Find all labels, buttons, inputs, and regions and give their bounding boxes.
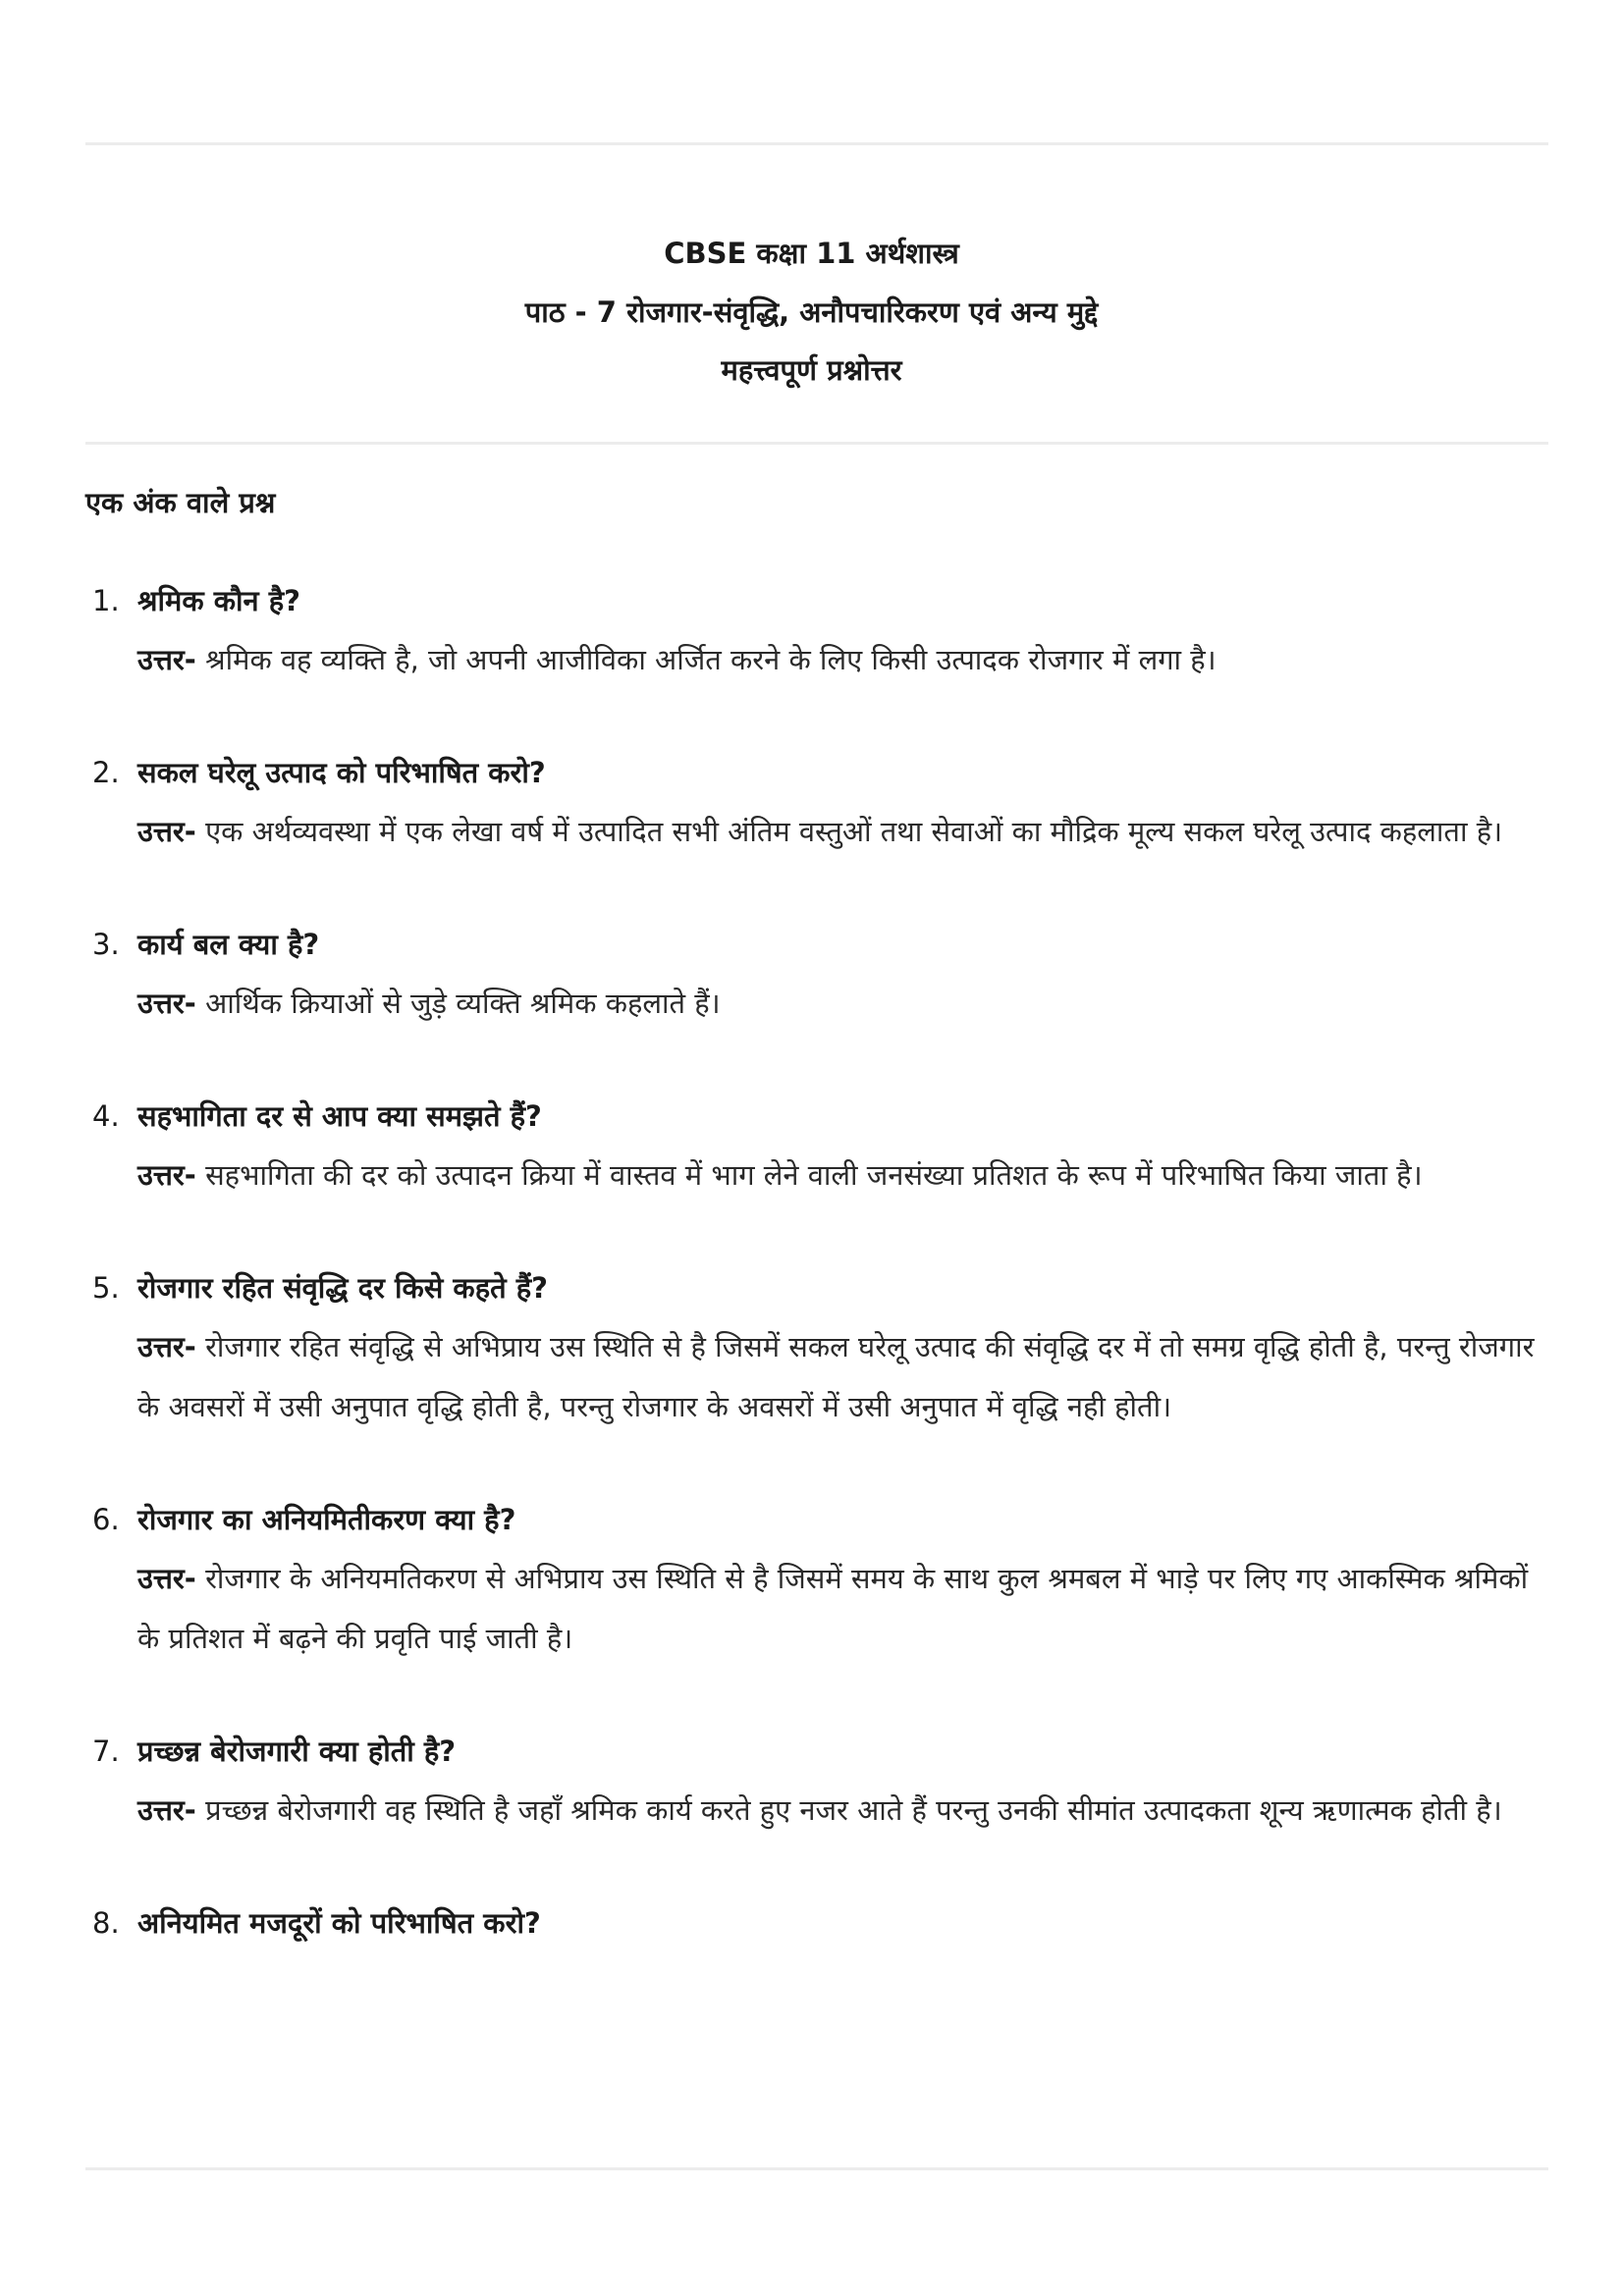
- answer-text: [137, 1317, 1548, 1437]
- question-item: [85, 747, 1548, 862]
- answer-text: [137, 1781, 1548, 1841]
- answer-text: [137, 802, 1548, 862]
- answer-label: उत्तर-: [137, 815, 196, 848]
- answer-label: उत्तर-: [137, 1158, 196, 1192]
- question-item: [85, 1726, 1548, 1841]
- answer-text: [137, 1146, 1548, 1205]
- header-divider: [85, 442, 1548, 445]
- answer-text: [137, 630, 1548, 690]
- answer-label: उत्तर-: [137, 1330, 196, 1363]
- question-number: 7.: [92, 1735, 120, 1768]
- answer-body: आर्थिक क्रियाओं से जुड़े व्यक्ति श्रमिक कहलाते हैं।: [205, 987, 721, 1020]
- question-number: 6.: [92, 1503, 120, 1536]
- answer-body: प्रच्छन्न बेरोजगारी वह स्थिति है जहाँ श्रमिक कार्य करते हुए नजर आते हैं परन्तु उनकी सीमांत उत्पादकता शून्य ऋणात्मक होती है।: [205, 1793, 1502, 1827]
- question-number: 1.: [92, 584, 120, 617]
- answer-body: सहभागिता की दर को उत्पादन क्रिया में वास्तव में भाग लेने वाली जनसंख्या प्रतिशत के रूप में परिभाषित किया जाता है।: [205, 1158, 1423, 1192]
- chapter-title: पाठ - 7 रोजगार-संवृद्धि, अनौपचारिकरण एवं अन्य मुद्दे: [524, 294, 1099, 329]
- question-text: श्रमिक कौन है?: [137, 584, 300, 617]
- question-number: 2.: [92, 756, 120, 789]
- question-number: 3.: [92, 928, 120, 961]
- question-text: सकल घरेलू उत्पाद को परिभाषित करो?: [137, 756, 546, 789]
- question-text: रोजगार का अनियमितीकरण क्या है?: [137, 1503, 516, 1536]
- footer-divider: [85, 2167, 1548, 2170]
- answer-body: श्रमिक वह व्यक्ति है, जो अपनी आजीविका अर्जित करने के लिए किसी उत्पादक रोजगार में लगा है।: [205, 643, 1217, 676]
- question-text: सहभागिता दर से आप क्या समझते हैं?: [137, 1099, 542, 1133]
- document-title: CBSE कक्षा 11 अर्थशास्त्र: [664, 237, 959, 270]
- question-number: 5.: [92, 1271, 120, 1305]
- question-item: [85, 1494, 1548, 1669]
- question-text: अनियमित मजदूरों को परिभाषित करो?: [137, 1906, 541, 1940]
- answer-body: एक अर्थव्यवस्था में एक लेखा वर्ष में उत्पादित सभी अंतिम वस्तुओं तथा सेवाओं का मौद्रिक मूल्य सकल घरेलू उत्पाद कहलाता है।: [205, 815, 1503, 848]
- answer-body: रोजगार के अनियमतिकरण से अभिप्राय उस स्थिति से है जिसमें समय के साथ कुल श्रमबल में भाड़े पर लिए गए आकस्मिक श्रमिकों के प्रतिशत में बढ़ने की प्रवृति पाई जाती है।: [137, 1562, 1529, 1655]
- question-list: [85, 575, 1548, 2005]
- document-subtitle: महत्त्वपूर्ण प्रश्नोत्तर: [721, 353, 902, 388]
- question-item: [85, 919, 1548, 1034]
- question-number: 8.: [92, 1906, 120, 1940]
- answer-label: उत्तर-: [137, 1562, 196, 1595]
- question-item: [85, 1091, 1548, 1205]
- question-text: रोजगार रहित संवृद्धि दर किसे कहते हैं?: [137, 1271, 548, 1305]
- question-text: कार्य बल क्या है?: [137, 928, 320, 961]
- question-item: [85, 575, 1548, 690]
- answer-text: [137, 974, 1548, 1034]
- answer-text: [137, 1549, 1548, 1669]
- answer-body: रोजगार रहित संवृद्धि से अभिप्राय उस स्थिति से है जिसमें सकल घरेलू उत्पाद की संवृद्धि दर में तो समग्र वृद्धि होती है, परन्तु रोजगार के अवसरों में उसी अनुपात वृद्धि होती है, परन्तु रोजगार के अवसरों में उसी अनुपात में वृद्धि नही होती।: [137, 1330, 1535, 1423]
- answer-label: उत्तर-: [137, 987, 196, 1020]
- top-divider: [85, 142, 1548, 145]
- answer-label: उत्तर-: [137, 1793, 196, 1827]
- document-header: [0, 236, 1623, 411]
- question-number: 4.: [92, 1099, 120, 1133]
- answer-label: उत्तर-: [137, 643, 196, 676]
- question-text: प्रच्छन्न बेरोजगारी क्या होती है?: [137, 1735, 457, 1768]
- section-heading: एक अंक वाले प्रश्न: [85, 486, 276, 519]
- question-item: [85, 1897, 1548, 1949]
- question-item: [85, 1262, 1548, 1437]
